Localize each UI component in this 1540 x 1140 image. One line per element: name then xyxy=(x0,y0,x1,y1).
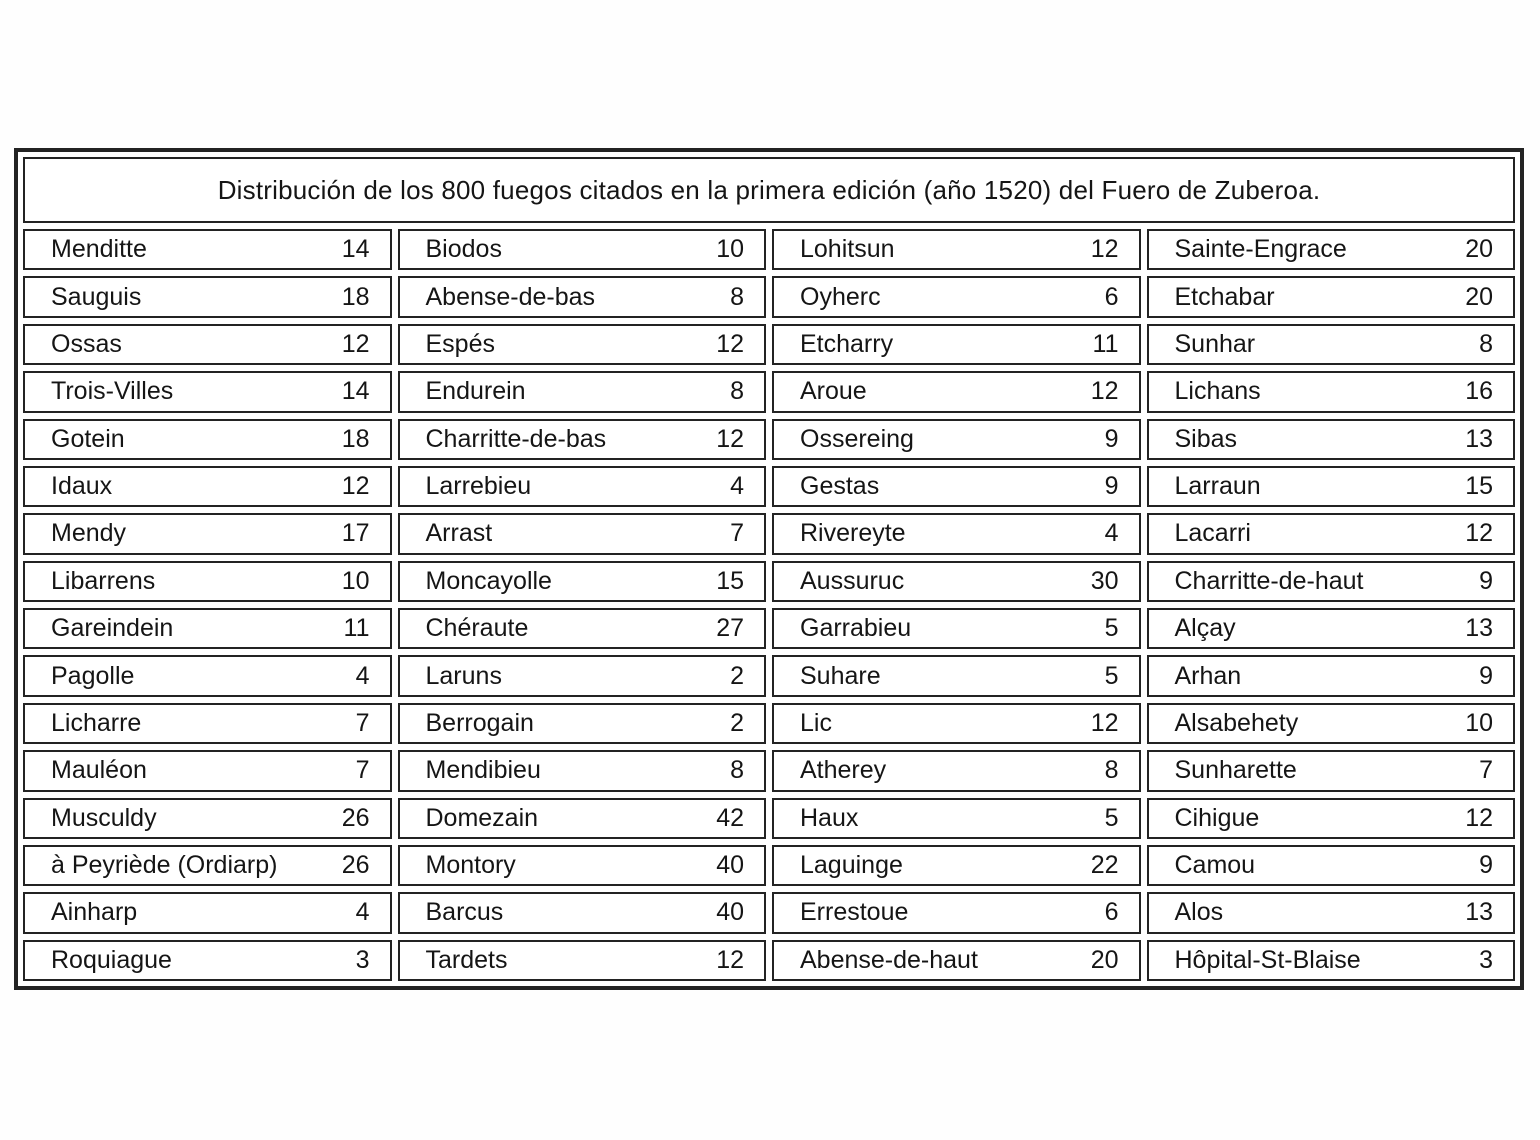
place-name: Moncayolle xyxy=(425,566,552,595)
table-row xyxy=(23,845,392,886)
fuegos-table xyxy=(14,148,1524,990)
table-row xyxy=(1147,798,1516,839)
table-row xyxy=(1147,229,1516,270)
place-name: Alçay xyxy=(1174,614,1236,643)
place-name: Berrogain xyxy=(425,708,534,737)
place-name: Arrast xyxy=(425,519,493,548)
place-name: Espés xyxy=(425,329,495,358)
place-name: Mendibieu xyxy=(425,756,541,785)
table-row xyxy=(1147,608,1516,649)
place-name: Rivereyte xyxy=(800,519,906,548)
table-row xyxy=(772,513,1141,554)
place-name: Gestas xyxy=(800,472,880,501)
fire-count: 27 xyxy=(716,614,744,643)
fire-count: 12 xyxy=(1090,377,1119,406)
table-row xyxy=(23,608,392,649)
fire-count: 12 xyxy=(341,329,370,358)
fire-count: 20 xyxy=(1465,235,1493,264)
place-name: Abense-de-haut xyxy=(800,945,978,974)
place-name: Sibas xyxy=(1174,424,1238,453)
table-title: Distribución de los 800 fuegos citados en la primera edición (año 1520) del Fuero de Zuberoa. xyxy=(23,157,1515,223)
place-name: Gareindein xyxy=(51,614,174,643)
table-row xyxy=(23,324,392,365)
table-row xyxy=(398,513,767,554)
table-row xyxy=(398,845,767,886)
fire-count: 8 xyxy=(1479,329,1493,358)
fire-count: 9 xyxy=(1479,851,1493,880)
fire-count: 9 xyxy=(1479,661,1493,690)
fire-count: 10 xyxy=(341,566,370,595)
table-row xyxy=(398,703,767,744)
fire-count: 8 xyxy=(730,756,744,785)
fire-count: 6 xyxy=(1104,282,1119,311)
table-row xyxy=(772,845,1141,886)
fire-count: 8 xyxy=(730,377,744,406)
fire-count: 3 xyxy=(1479,945,1493,974)
table-row xyxy=(1147,419,1516,460)
table-row xyxy=(23,703,392,744)
fire-count: 17 xyxy=(341,519,370,548)
place-name: Larrebieu xyxy=(425,472,532,501)
place-name: Arhan xyxy=(1174,661,1242,690)
place-name: Libarrens xyxy=(51,566,156,595)
fire-count: 12 xyxy=(1465,519,1493,548)
fire-count: 14 xyxy=(341,377,370,406)
table-row xyxy=(1147,276,1516,317)
place-name: Idaux xyxy=(51,472,113,501)
place-name: Abense-de-bas xyxy=(425,282,596,311)
place-name: Endurein xyxy=(425,377,526,406)
fire-count: 42 xyxy=(716,803,744,832)
table-row xyxy=(772,419,1141,460)
place-name: Ainharp xyxy=(51,898,138,927)
table-row xyxy=(772,561,1141,602)
fire-count: 9 xyxy=(1104,472,1119,501)
fire-count: 3 xyxy=(355,945,370,974)
place-name: Etcharry xyxy=(800,329,894,358)
table-row xyxy=(772,276,1141,317)
place-name: Musculdy xyxy=(51,803,157,832)
fire-count: 12 xyxy=(341,472,370,501)
fire-count: 2 xyxy=(730,708,744,737)
fire-count: 7 xyxy=(355,756,370,785)
table-row xyxy=(398,276,767,317)
table-row xyxy=(772,229,1141,270)
table-column-1 xyxy=(23,229,392,981)
table-row xyxy=(772,703,1141,744)
fire-count: 20 xyxy=(1090,945,1119,974)
place-name: Laguinge xyxy=(800,851,903,880)
fire-count: 2 xyxy=(730,661,744,690)
table-row xyxy=(772,466,1141,507)
table-row xyxy=(398,229,767,270)
table-row xyxy=(398,466,767,507)
table-row xyxy=(772,798,1141,839)
place-name: Sunharette xyxy=(1174,756,1297,785)
table-row xyxy=(772,608,1141,649)
fire-count: 12 xyxy=(716,945,744,974)
place-name: Lichans xyxy=(1174,377,1261,406)
place-name: Lacarri xyxy=(1174,519,1251,548)
place-name: Gotein xyxy=(51,424,125,453)
place-name: Domezain xyxy=(425,803,539,832)
table-row xyxy=(772,371,1141,412)
place-name: Aroue xyxy=(800,377,867,406)
place-name: Montory xyxy=(425,851,516,880)
fire-count: 40 xyxy=(716,851,744,880)
place-name: Chéraute xyxy=(425,614,529,643)
place-name: Oyherc xyxy=(800,282,881,311)
table-row xyxy=(1147,466,1516,507)
table-row xyxy=(398,371,767,412)
table-row xyxy=(1147,371,1516,412)
place-name: Lohitsun xyxy=(800,235,895,264)
table-grid xyxy=(23,229,1515,981)
table-column-3 xyxy=(772,229,1141,981)
fire-count: 7 xyxy=(1479,756,1493,785)
place-name: Larraun xyxy=(1174,472,1261,501)
table-row xyxy=(1147,513,1516,554)
fire-count: 5 xyxy=(1104,803,1119,832)
place-name: Roquiague xyxy=(51,945,172,974)
place-name: Charritte-de-bas xyxy=(425,424,607,453)
table-row xyxy=(1147,561,1516,602)
table-row xyxy=(398,608,767,649)
fire-count: 15 xyxy=(716,566,744,595)
fire-count: 40 xyxy=(716,898,744,927)
table-row xyxy=(398,940,767,981)
table-row xyxy=(23,892,392,933)
place-name: Sauguis xyxy=(51,282,142,311)
place-name: Licharre xyxy=(51,708,142,737)
fire-count: 12 xyxy=(1090,235,1119,264)
place-name: Barcus xyxy=(425,898,504,927)
place-name: Alsabehety xyxy=(1174,708,1299,737)
table-row xyxy=(1147,324,1516,365)
fire-count: 6 xyxy=(1104,898,1119,927)
table-row xyxy=(1147,703,1516,744)
place-name: Mendy xyxy=(51,519,127,548)
table-row xyxy=(1147,845,1516,886)
fire-count: 22 xyxy=(1090,851,1119,880)
table-row xyxy=(23,466,392,507)
place-name: Aussuruc xyxy=(800,566,905,595)
table-row xyxy=(772,750,1141,791)
fire-count: 13 xyxy=(1465,424,1493,453)
fire-count: 15 xyxy=(1465,472,1493,501)
table-row xyxy=(23,750,392,791)
table-row xyxy=(1147,655,1516,696)
fire-count: 18 xyxy=(341,282,370,311)
place-name: Lic xyxy=(800,708,832,737)
place-name: Ossas xyxy=(51,329,122,358)
table-row xyxy=(398,655,767,696)
table-row xyxy=(398,750,767,791)
place-name: Etchabar xyxy=(1174,282,1275,311)
fire-count: 9 xyxy=(1479,566,1493,595)
table-row xyxy=(23,419,392,460)
place-name: Alos xyxy=(1174,898,1224,927)
place-name: Trois-Villes xyxy=(51,377,174,406)
fire-count: 13 xyxy=(1465,898,1493,927)
place-name: Biodos xyxy=(425,235,502,264)
fire-count: 20 xyxy=(1465,282,1493,311)
table-row xyxy=(398,561,767,602)
fire-count: 8 xyxy=(1104,756,1119,785)
fire-count: 14 xyxy=(341,235,370,264)
table-row xyxy=(23,371,392,412)
table-row xyxy=(772,655,1141,696)
fire-count: 5 xyxy=(1104,661,1119,690)
fire-count: 10 xyxy=(716,235,744,264)
place-name: Ossereing xyxy=(800,424,914,453)
place-name: Charritte-de-haut xyxy=(1174,566,1364,595)
fire-count: 8 xyxy=(730,282,744,311)
place-name: Garrabieu xyxy=(800,614,912,643)
table-row xyxy=(772,940,1141,981)
fire-count: 12 xyxy=(1465,803,1493,832)
table-row xyxy=(23,561,392,602)
place-name: Hôpital-St-Blaise xyxy=(1174,945,1361,974)
place-name: Tardets xyxy=(425,945,508,974)
table-row xyxy=(1147,940,1516,981)
fire-count: 12 xyxy=(1090,708,1119,737)
fire-count: 26 xyxy=(341,803,370,832)
table-row xyxy=(1147,892,1516,933)
table-row xyxy=(23,276,392,317)
fire-count: 26 xyxy=(341,851,370,880)
fire-count: 30 xyxy=(1090,566,1119,595)
table-row xyxy=(398,419,767,460)
fire-count: 16 xyxy=(1465,377,1493,406)
fire-count: 7 xyxy=(355,708,370,737)
table-row xyxy=(772,892,1141,933)
place-name: Cihigue xyxy=(1174,803,1260,832)
place-name: à Peyriède (Ordiarp) xyxy=(51,851,278,880)
table-column-4 xyxy=(1147,229,1516,981)
fire-count: 12 xyxy=(716,329,744,358)
fire-count: 18 xyxy=(341,424,370,453)
fire-count: 5 xyxy=(1104,614,1119,643)
table-row xyxy=(23,229,392,270)
place-name: Menditte xyxy=(51,235,147,264)
place-name: Sainte-Engrace xyxy=(1174,235,1347,264)
fire-count: 11 xyxy=(1092,329,1119,358)
place-name: Laruns xyxy=(425,661,502,690)
place-name: Suhare xyxy=(800,661,881,690)
place-name: Atherey xyxy=(800,756,887,785)
fire-count: 4 xyxy=(730,472,744,501)
place-name: Sunhar xyxy=(1174,329,1256,358)
table-column-2 xyxy=(398,229,767,981)
fire-count: 10 xyxy=(1465,708,1493,737)
place-name: Errestoue xyxy=(800,898,909,927)
fire-count: 4 xyxy=(355,661,370,690)
table-row xyxy=(23,798,392,839)
table-row xyxy=(23,940,392,981)
place-name: Camou xyxy=(1174,851,1256,880)
fire-count: 7 xyxy=(730,519,744,548)
fire-count: 11 xyxy=(343,614,370,643)
table-row xyxy=(772,324,1141,365)
place-name: Pagolle xyxy=(51,661,135,690)
fire-count: 4 xyxy=(1104,519,1119,548)
table-row xyxy=(398,324,767,365)
table-row xyxy=(1147,750,1516,791)
table-row xyxy=(398,892,767,933)
table-row xyxy=(23,655,392,696)
table-row xyxy=(23,513,392,554)
fire-count: 13 xyxy=(1465,614,1493,643)
table-row xyxy=(398,798,767,839)
place-name: Mauléon xyxy=(51,756,147,785)
fire-count: 12 xyxy=(716,424,744,453)
place-name: Haux xyxy=(800,803,859,832)
fire-count: 4 xyxy=(355,898,370,927)
fire-count: 9 xyxy=(1104,424,1119,453)
